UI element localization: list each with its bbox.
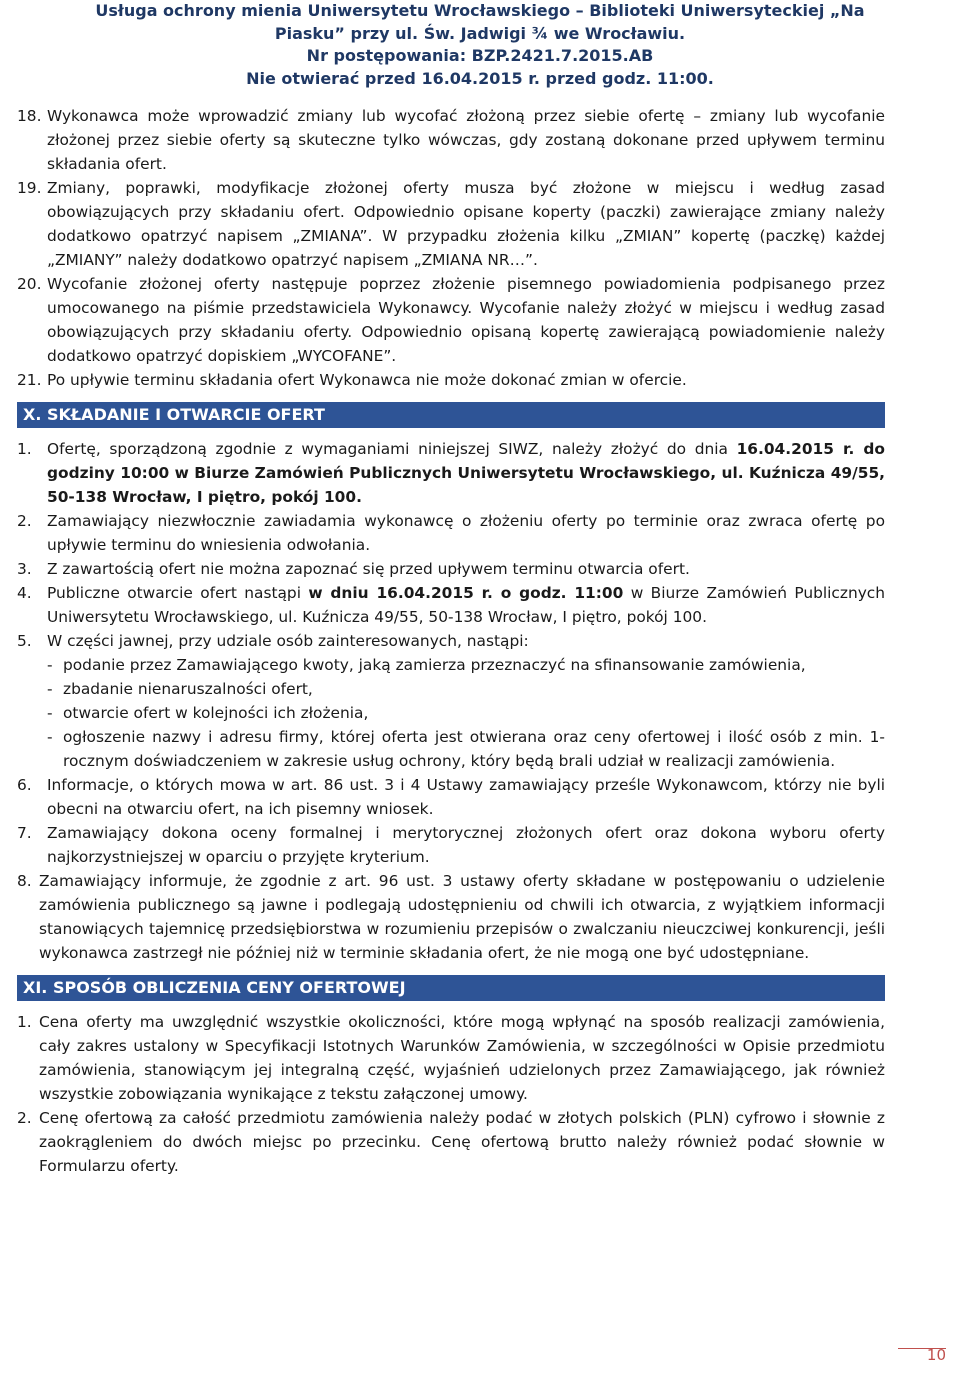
list-item: [17, 176, 885, 272]
list-item: [17, 821, 885, 869]
item-text: Wycofanie złożonej oferty następuje poprzez złożenie pisemnego powiadomienia podpisanego przez umocowanego na piśmie przedstawiciela Wykonawcy. Wycofanie należy złożyć w miejscu i według zasad obowiązujących przy składaniu oferty. Odpowiednio opisaną kopertę zawierającą powiadomienie należy dodatkowo opatrzyć dopiskiem „WYCOFANE”.: [47, 275, 885, 365]
item-number: 8.: [17, 872, 32, 890]
item-text: Cena oferty ma uwzględnić wszystkie okoliczności, które mogą wpłynąć na sposób realizacji zamówienia, cały zakres ustalony w Specyfikacji Istotnych Warunków Zamówienia, w szczególności w Opisie przedmiotu zamówienia, stanowiącym jej integralną część, wyjaśnień udzielonych przez Zamawiającego, jak również wszystkie zobowiązania wynikające z tekstu załączonej umowy.: [39, 1013, 885, 1103]
list-item: [17, 581, 885, 629]
item-number: 20.: [17, 275, 42, 293]
item-text: Wykonawca może wprowadzić zmiany lub wycofać złożoną przez siebie ofertę – zmiany lub wycofanie złożonej przez siebie oferty są skuteczne tylko wówczas, gdy zostaną dokonane przed upływem terminu składania ofert.: [47, 107, 885, 173]
document-body: [17, 104, 885, 1178]
list-item: [17, 869, 885, 965]
item-text: [47, 581, 885, 629]
list-item: [17, 629, 885, 773]
item-text-part: Publiczne otwarcie ofert nastąpi: [47, 584, 309, 602]
opening-date-text: w dniu 16.04.2015 r. o godz. 11:00: [308, 584, 624, 602]
item-number: 2.: [17, 1109, 32, 1127]
item-text-part: Ofertę, sporządzoną zgodnie z wymaganiami niniejszej SIWZ, należy złożyć do dnia: [47, 440, 737, 458]
item-number: 3.: [17, 560, 32, 578]
item-number: 2.: [17, 512, 32, 530]
page-number: 10: [926, 1346, 946, 1364]
item-number: 5.: [17, 632, 32, 650]
list-item: [17, 272, 885, 368]
section-heading-xi: XI. SPOSÓB OBLICZENIA CENY OFERTOWEJ: [17, 975, 885, 1001]
sub-list-item: - ogłoszenie nazwy i adresu firmy, której oferta jest otwierana oraz ceny ofertowej i ilość osób z min. 1-rocznym doświadczeniem w zakresie usług ochrony, który będą brali udział w realizacji zamówienia.: [47, 725, 885, 773]
item-number: 18.: [17, 107, 42, 125]
item-text: Zamawiający informuje, że zgodnie z art. 96 ust. 3 ustawy oferty składane w postępowaniu o udzielenie zamówienia publicznego są jawne i podlegają udostępnieniu od chwili ich otwarcia, z wyjątkiem informacji stanowiących tajemnicę przedsiębiorstwa w rozumieniu przepisów o zwalczaniu nieuczciwej konkurencji, jeśli wykonawca zastrzegł nie później niż w terminie składania ofert, że nie mogą one być udostępniane.: [39, 872, 885, 962]
item-number: 7.: [17, 824, 32, 842]
header-line: Usługa ochrony mienia Uniwersytetu Wrocławskiego – Biblioteki Uniwersyteckiej „Na: [95, 1, 865, 20]
list-item: [17, 1106, 885, 1178]
deadline-text: 16.04.2015 r. do godziny 10:00 w Biurze Zamówień Publicznych Uniwersytetu Wrocławskiego, ul. Kuźnicza 49/55, 50-138 Wrocław, I piętro, pokój 100.: [47, 440, 885, 506]
sub-item-text: ogłoszenie nazwy i adresu firmy, której oferta jest otwierana oraz ceny ofertowej i ilość osób z min. 1-rocznym doświadczeniem w zakresie usług ochrony, który będą brali udział w realizacji zamówienia.: [63, 728, 885, 770]
item-number: 19.: [17, 179, 42, 197]
item-text: Zamawiający niezwłocznie zawiadamia wykonawcę o złożeniu oferty po terminie oraz zwraca ofertę po upływie terminu do wniesienia odwołania.: [47, 512, 885, 554]
item-text: Zmiany, poprawki, modyfikacje złożonej oferty musza być złożone w miejscu i według zasad obowiązujących przy składaniu ofert. Odpowiednio opisane koperty (paczki) zawierające zmiany należy dodatkowo opatrzyć napisem „ZMIANA”. W przypadku złożenia kilku „ZMIAN” kopertę (paczkę) każdej „ZMIANY” należy dodatkowo opatrzyć napisem „ZMIANA NR…”.: [47, 179, 885, 269]
item-number: 4.: [17, 584, 32, 602]
list-item: [17, 104, 885, 176]
header-line: Nie otwierać przed 16.04.2015 r. przed godz. 11:00.: [246, 68, 714, 88]
sub-item-text: podanie przez Zamawiającego kwoty, jaką zamierza przeznaczyć na sfinansowanie zamówienia,: [63, 656, 806, 674]
item-text-part: w Biurze Zamówień Publicznych Uniwersytetu Wrocławskiego, ul. Kuźnicza 49/55, 50-138 Wrocław, I piętro, pokój 100.: [47, 584, 886, 626]
item-text: Informacje, o których mowa w art. 86 ust. 3 i 4 Ustawy zamawiający prześle Wykonawcom, którzy nie byli obecni na otwarciu ofert, na ich pisemny wniosek.: [47, 776, 885, 818]
item-number: 1.: [17, 440, 32, 458]
item-text: Zamawiający dokona oceny formalnej i merytorycznej złożonych ofert oraz dokona wyboru oferty najkorzystniejszej w oparciu o przyjęte kryterium.: [47, 824, 885, 866]
sub-list-item: - otwarcie ofert w kolejności ich złożenia,: [47, 701, 885, 725]
list-item: [17, 557, 885, 581]
section-heading-x: X. SKŁADANIE I OTWARCIE OFERT: [17, 402, 885, 428]
list-item: [17, 1010, 885, 1106]
sub-item-text: otwarcie ofert w kolejności ich złożenia,: [63, 704, 369, 722]
item-number: 1.: [17, 1013, 32, 1031]
header-line: Nr postępowania: BZP.2421.7.2015.AB: [306, 46, 654, 65]
item-text: [47, 437, 885, 509]
item-text: Cenę ofertową za całość przedmiotu zamówienia należy podać w złotych polskich (PLN) cyfrowo i słownie z zaokrągleniem do dwóch miejsc po przecinku. Cenę ofertową brutto należy również podać słownie w Formularzu oferty.: [39, 1109, 885, 1175]
sub-list-item: - podanie przez Zamawiającego kwoty, jaką zamierza przeznaczyć na sfinansowanie zamówienia,: [47, 653, 885, 677]
item-text: Po upływie terminu składania ofert Wykonawca nie może dokonać zmian w ofercie.: [47, 371, 687, 389]
item-number: 6.: [17, 776, 32, 794]
list-item: [17, 773, 885, 821]
item-number: 21.: [17, 371, 42, 389]
list-item: [17, 509, 885, 557]
header-line: Piasku” przy ul. Św. Jadwigi ¾ we Wrocławiu.: [274, 23, 686, 43]
item-text-part: W części jawnej, przy udziale osób zainteresowanych, nastąpi:: [47, 632, 529, 650]
list-item: [17, 368, 885, 392]
sub-list-item: - zbadanie nienaruszalności ofert,: [47, 677, 885, 701]
list-item: [17, 437, 885, 509]
item-text: Z zawartością ofert nie można zapoznać się przed upływem terminu otwarcia ofert.: [47, 560, 690, 578]
item-text: [47, 629, 885, 773]
document-header: [0, 0, 960, 90]
sub-item-text: zbadanie nienaruszalności ofert,: [63, 680, 313, 698]
